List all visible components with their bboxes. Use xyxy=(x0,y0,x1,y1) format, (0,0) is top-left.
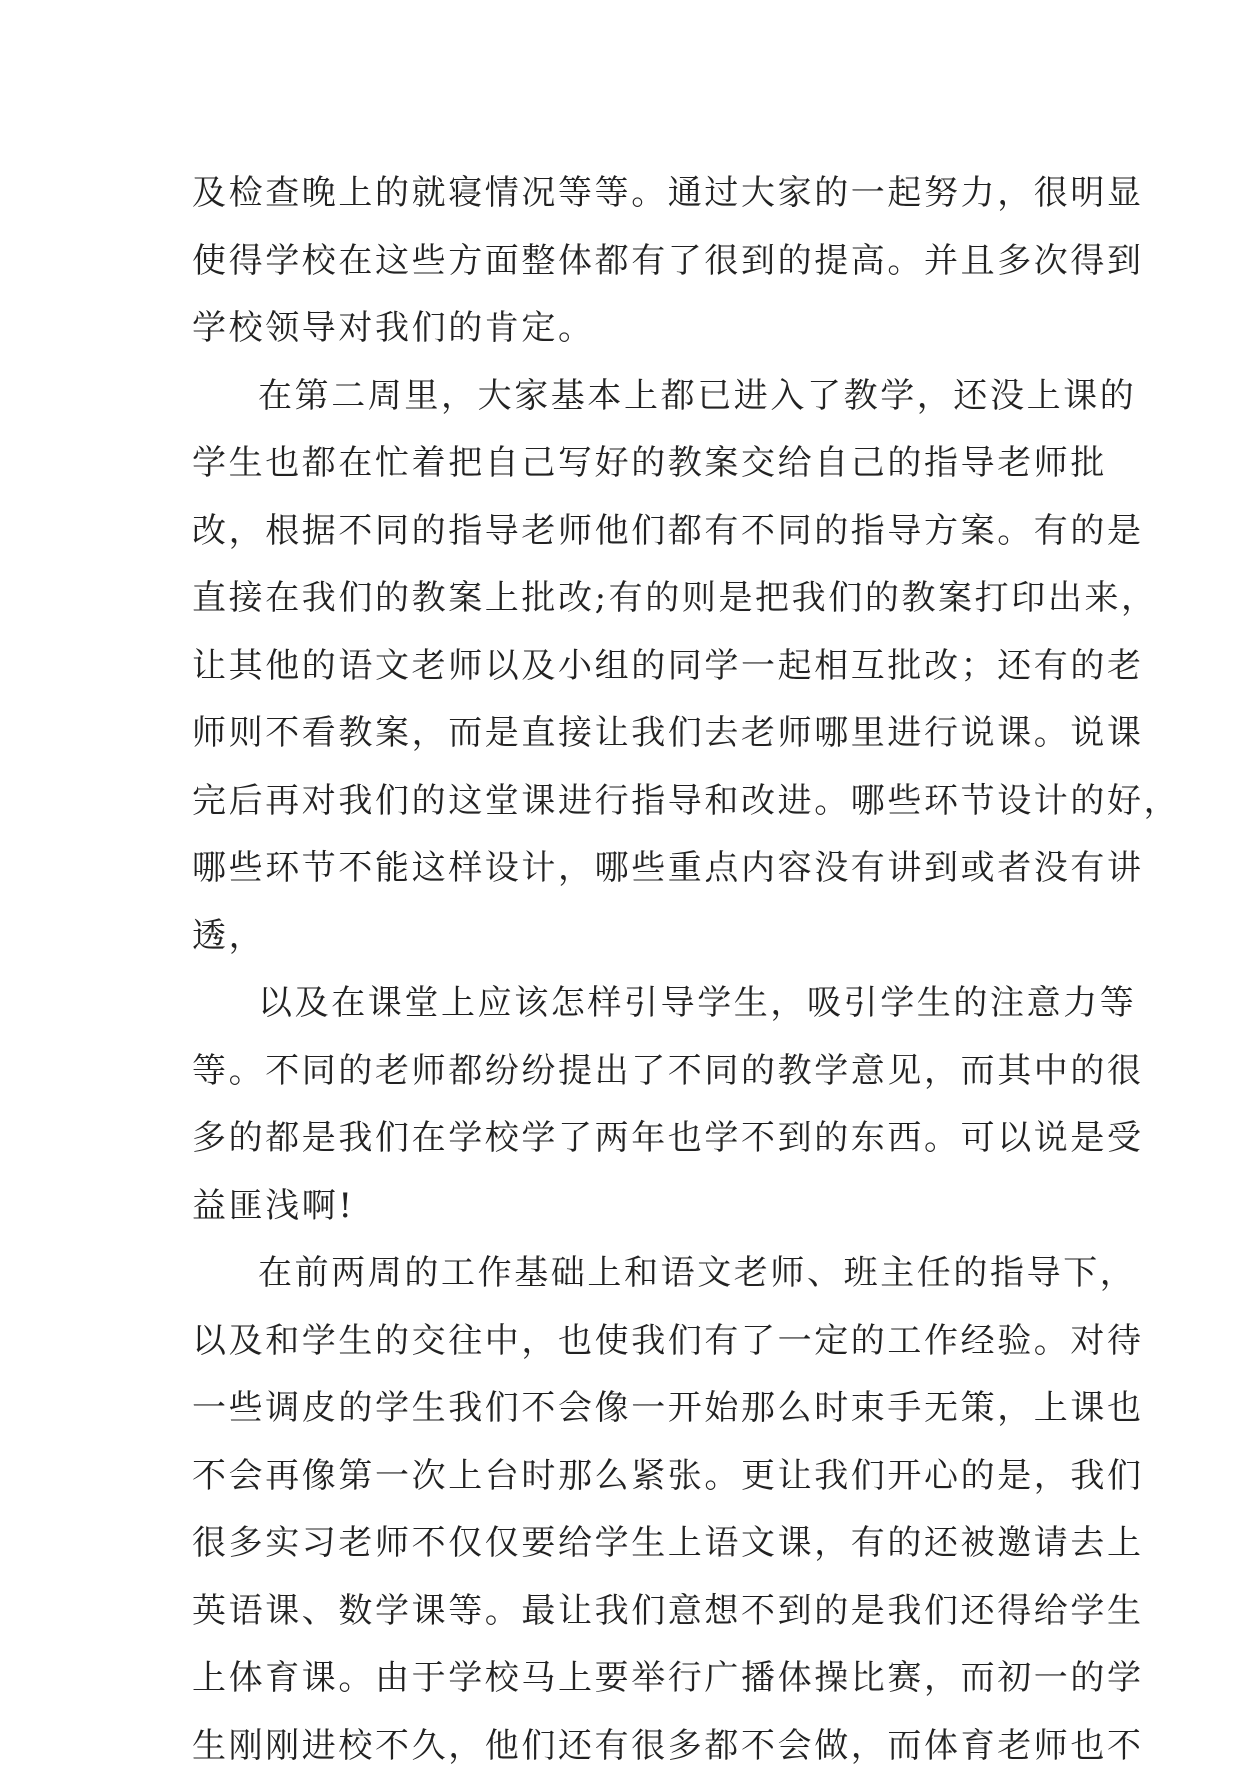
body-text xyxy=(192,160,1062,1780)
text-line: 上体育课。由于学校马上要举行广播体操比赛，而初一的学 xyxy=(192,1645,1062,1713)
text-line: 不会再像第一次上台时那么紧张。更让我们开心的是，我们 xyxy=(192,1443,1062,1511)
text-line: 师则不看教案，而是直接让我们去老师哪里进行说课。说课 xyxy=(192,700,1062,768)
text-line: 以及在课堂上应该怎样引导学生，吸引学生的注意力等 xyxy=(192,970,1062,1038)
text-line: 益匪浅啊! xyxy=(192,1173,1062,1241)
text-line: 英语课、数学课等。最让我们意想不到的是我们还得给学生 xyxy=(192,1578,1062,1646)
text-line: 透， xyxy=(192,903,1062,971)
text-line: 改，根据不同的指导老师他们都有不同的指导方案。有的是 xyxy=(192,498,1062,566)
text-line: 让其他的语文老师以及小组的同学一起相互批改；还有的老 xyxy=(192,633,1062,701)
text-line: 在前两周的工作基础上和语文老师、班主任的指导下， xyxy=(192,1240,1062,1308)
text-line: 等。不同的老师都纷纷提出了不同的教学意见，而其中的很 xyxy=(192,1038,1062,1106)
text-line: 学校领导对我们的肯定。 xyxy=(192,295,1062,363)
text-line: 使得学校在这些方面整体都有了很到的提高。并且多次得到 xyxy=(192,228,1062,296)
text-line: 直接在我们的教案上批改;有的则是把我们的教案打印出来， xyxy=(192,565,1062,633)
text-line: 多的都是我们在学校学了两年也学不到的东西。可以说是受 xyxy=(192,1105,1062,1173)
text-line: 生刚刚进校不久，他们还有很多都不会做，而体育老师也不 xyxy=(192,1713,1062,1780)
text-line: 学生也都在忙着把自己写好的教案交给自己的指导老师批 xyxy=(192,430,1062,498)
text-line: 完后再对我们的这堂课进行指导和改进。哪些环节设计的好， xyxy=(192,768,1062,836)
text-line: 一些调皮的学生我们不会像一开始那么时束手无策，上课也 xyxy=(192,1375,1062,1443)
text-line: 很多实习老师不仅仅要给学生上语文课，有的还被邀请去上 xyxy=(192,1510,1062,1578)
text-line: 哪些环节不能这样设计，哪些重点内容没有讲到或者没有讲 xyxy=(192,835,1062,903)
text-line: 及检查晚上的就寝情况等等。通过大家的一起努力，很明显 xyxy=(192,160,1062,228)
text-line: 以及和学生的交往中，也使我们有了一定的工作经验。对待 xyxy=(192,1308,1062,1376)
text-line: 在第二周里，大家基本上都已进入了教学，还没上课的 xyxy=(192,363,1062,431)
